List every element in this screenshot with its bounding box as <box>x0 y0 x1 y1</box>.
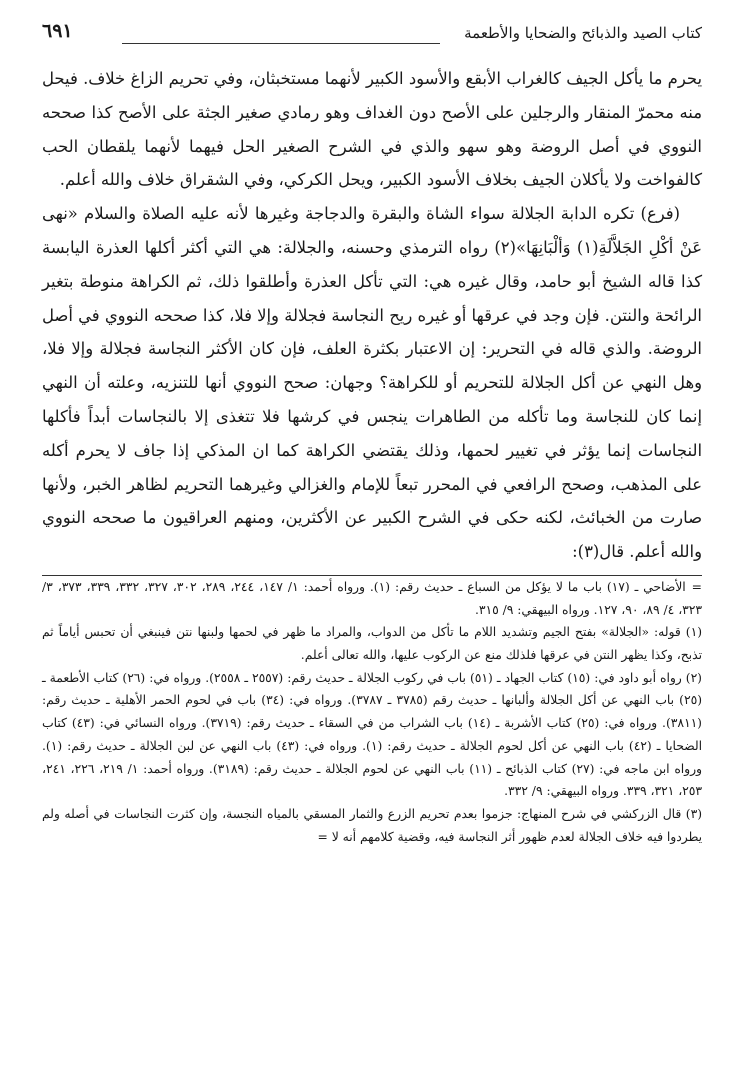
paragraph-1: يحرم ما يأكل الجيف كالغراب الأبقع والأسود الكبير لأنهما مستخبثان، وفي تحريم الزاغ خلاف. فيحل منه محمرّ المنقار والرجلين على الأصح دون الغداف وهو رمادي صغير الجثة على الأصح كذا صححه النووي في أصل الروضة وهو سهو والذي في الشرح الصغير الحل فيهما لأنهما يلقطان الحب كالفواخت ولا يأكلان الجيف بخلاف الأسود الكبير، ويحل الكركي، وفي الشقراق خلاف والله أعلم. <box>42 69 702 190</box>
paragraph-2: (فرع) تكره الدابة الجلالة سواء الشاة والبقرة والدجاجة وغيرها لأنه عليه الصلاة والسلام «نهى عَنْ أكْلِ الجَلاَّلَةِ(١) وَألْبَانِهَا»(٢) رواه الترمذي وحسنه، والجلالة: هي التي أكثر أكلها العذرة اليابسة كذا قاله الشيخ أبو حامد، وقال غيره هي: التي تأكل العذرة وأطلقوا ذلك، ثم الكراهة منوطة بتغير الرائحة والنتن. فإن وجد في عرقها أو غيره ريح النجاسة فجلالة وإلا فلا، كذا صححه النووي في أصل الروضة. والذي قاله في التحرير: إن الاعتبار بكثرة العلف، فإن كان الأكثر النجاسة فجلالة وإلا فلا، وهل النهي عن أكل الجلالة للتحريم أو للكراهة؟ وجهان: صحح النووي أنها للتنزيه، وعلته أن النهي إنما كان للنجاسة وما تأكله من الطاهرات ينجس في كرشها فلا تتغذى إلا بالنجاسات أبداً فأكلها النجاسات إنما يؤثر في تغيير لحمها، وذلك يقتضي الكراهة كما ان المذكي إذا جاف لا يحرم أكله على المذهب، وصحح الرافعي في المحرر تبعاً للإمام والغزالي وغيرهما التحريم لظاهر الخبر، ولأنها صارت من الخبائث، لكنه حكى في الشرح الكبير عن الأكثرين، ومنهم العراقيون ما صححه النووي والله أعلم. قال(٣): <box>42 204 702 562</box>
header-rule <box>122 43 440 44</box>
page-number: ٦٩١ <box>42 20 73 42</box>
footnote-continuation <box>42 576 702 621</box>
footnote-3: (٣) قال الزركشي في شرح المنهاج: جزموا بعدم تحريم الزرع والثمار المسقي بالمياه النجسة، وإن كثرت النجاسات في أصله ولم يطردوا فيه خلاف الجلالة لعدم ظهور أثر النجاسة فيه، وقضية كلامهم أنه لا = <box>42 806 702 844</box>
main-text <box>42 62 702 569</box>
chapter-title: كتاب الصيد والذبائح والضحايا والأطعمة <box>464 24 702 42</box>
book-page <box>42 18 702 848</box>
footnote-continuation-text: الأضاحي ـ (١٧) باب ما لا يؤكل من السباع ـ حديث رقم: (١). ورواه أحمد: ١/ ١٤٧، ٢٤٤، ٢٨٩، ٣٠٢، ٣٢٧، ٣٣٢، ٣٣٩، ٣٧٣، ٣/ ٣٢٣، ٤/ ٨٩، ٩٠، ١٢٧. ورواه البيهقي: ٩/ ٣١٥. <box>42 579 702 617</box>
footnotes <box>42 576 702 848</box>
continuation-mark: = <box>691 579 702 594</box>
footnote-1: (١) قوله: «الجلالة» بفتح الجيم وتشديد اللام ما تأكل من الدواب، والمراد ما ظهر في لحمها ولبنها نتن فينبغي أن تحبس أياماً ثم تذبح، وكذا يظهر النتن في عرقها فلذلك منع عن الركوب عليها، والله تعالى أعلم. <box>42 625 702 663</box>
footnote-2: (٢) رواه أبو داود في: (١٥) كتاب الجهاد ـ (٥١) باب في ركوب الجلالة ـ حديث رقم: (٢٥٥٧ ـ ٢٥٥٨). ورواه في: (٢٦) كتاب الأطعمة ـ (٢٥) باب النهي عن أكل الجلالة وألبانها ـ حديث رقم (٣٧٨٥ ـ ٣٧٨٧). ورواه في: (٣٤) باب في لحوم الحمر الأهلية ـ حديث رقم: (٣٨١١). ورواه في: (٢٥) كتاب الأشربة ـ (١٤) باب الشراب من في السقاء ـ حديث رقم: (٣٧١٩). ورواه النسائي في: (٤٣) كتاب الضحايا ـ (٤٢) باب النهي عن أكل لحوم الجلالة ـ حديث رقم: (١). ورواه في: (٤٣) باب النهي عن لبن الجلالة ـ حديث رقم: (١). ورواه ابن ماجه في: (٢٧) كتاب الذبائح ـ (١١) باب النهي عن لحوم الجلالة ـ حديث رقم: (٣١٨٩). ورواه أحمد: ١/ ٢١٩، ٢٢٦، ٢٤١، ٢٥٣، ٣٢١، ٣٣٩. ورواه البيهقي: ٩/ ٣٣٢. <box>42 670 703 799</box>
running-header <box>42 18 702 44</box>
